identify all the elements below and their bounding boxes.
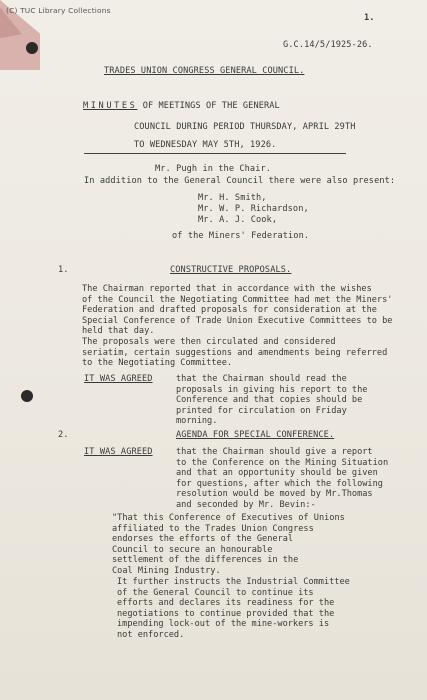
present-name: Mr. H. Smith, [198,193,267,203]
present-intro: In addition to the General Council there were also present: [84,176,396,186]
copyright-notice: (C) TUC Library Collections [6,6,111,15]
minutes-line1-rest: OF MEETINGS OF THE GENERAL [142,101,280,111]
title-rule [84,153,346,154]
section1-number: 1. [58,265,69,275]
section2-agreed-text: that the Chairman should give a report to the Conference on the Mining Situation and that an opportunity should be given for questions, after which the following resolution would be moved by Mr.Thomas and seconded by Mr. Bevin:- [176,447,389,510]
present-name: Mr. A. J. Cook, [198,215,278,225]
punch-hole-top [26,42,38,54]
minutes-title-line2: COUNCIL DURING PERIOD THURSDAY, APRIL 29TH [134,122,356,132]
section2-agreed-label: IT WAS AGREED [84,447,153,457]
reference-code: G.C.14/5/1925-26. [283,40,373,50]
page-number: 1. [364,13,375,23]
chair-line: Mr. Pugh in the Chair. [155,164,272,174]
section1-para1: The Chairman reported that in accordance with the wishes of the Council the Negotiating Committee had met the Miners' Federation and drafted proposals for consideration at the Special Conference of Trade Union Executive Committees to be held that day. [82,284,393,337]
section1-heading: CONSTRUCTIVE PROPOSALS. [170,265,292,275]
punch-hole-middle [21,390,33,402]
section1-para2: The proposals were then circulated and considered seriatim, certain suggestions and amendments being referred to the Negotiating Committee. [82,337,388,369]
resolution-para2: It further instructs the Industrial Committee of the General Council to continue its efforts and declares its readiness for the negotiations to continue provided that the impending lock-out of the mine-workers is not enforced. [117,577,350,640]
present-name: Mr. W. P. Richardson, [198,204,309,214]
org-title: TRADES UNION CONGRESS GENERAL COUNCIL. [104,66,305,76]
minutes-word: MINUTES [83,101,138,111]
section2-number: 2. [58,430,69,440]
minutes-title-line3: TO WEDNESDAY MAY 5TH, 1926. [134,140,277,150]
section1-agreed-text: that the Chairman should read the proposals in giving his report to the Conference and that copies should be printed for circulation on Friday morning. [176,374,368,427]
federation-line: of the Miners' Federation. [172,231,310,241]
resolution-para1: "That this Conference of Executives of Unions affiliated to the Trades Union Congress endorses the efforts of the General Council to secure an honourable settlement of the differences in the Coal Mining Industry. [112,513,345,576]
minutes-title-line1 [83,101,280,111]
section2-heading: AGENDA FOR SPECIAL CONFERENCE. [176,430,335,440]
section1-agreed-label: IT WAS AGREED [84,374,153,384]
